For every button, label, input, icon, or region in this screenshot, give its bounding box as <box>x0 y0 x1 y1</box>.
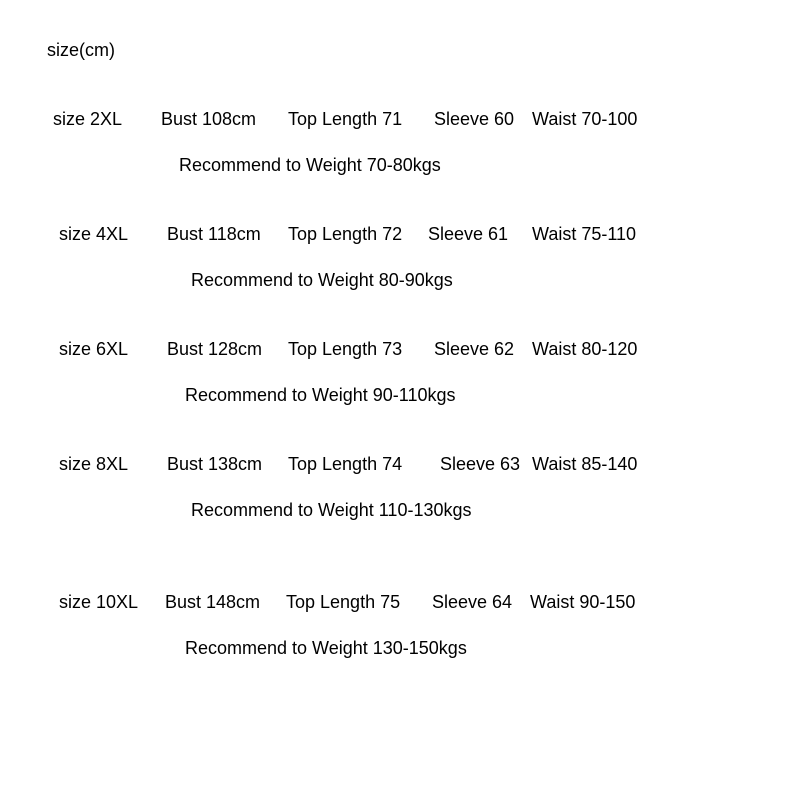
row-4xl-sleeve: Sleeve 61 <box>428 224 509 244</box>
row-10xl-recommend: Recommend to Weight 130-150kgs <box>185 638 467 658</box>
row-10xl-top-length: Top Length 75 <box>286 592 401 612</box>
row-2xl-waist: Waist 70-100 <box>532 109 638 129</box>
row-4xl-recommend: Recommend to Weight 80-90kgs <box>191 270 453 290</box>
row-4xl-size: size 4XL <box>59 224 129 244</box>
row-8xl-bust: Bust 138cm <box>167 454 263 474</box>
row-2xl-sleeve: Sleeve 60 <box>434 109 515 129</box>
row-2xl-bust: Bust 108cm <box>161 109 257 129</box>
row-6xl-recommend: Recommend to Weight 90-110kgs <box>185 385 456 405</box>
row-6xl-size: size 6XL <box>59 339 129 359</box>
row-4xl-bust: Bust 118cm <box>167 224 261 244</box>
row-10xl-waist: Waist 90-150 <box>530 592 636 612</box>
row-2xl-size: size 2XL <box>53 109 123 129</box>
row-8xl-top-length: Top Length 74 <box>288 454 403 474</box>
row-6xl-waist: Waist 80-120 <box>532 339 638 359</box>
row-4xl-waist: Waist 75-110 <box>532 224 637 244</box>
row-8xl-sleeve: Sleeve 63 <box>440 454 521 474</box>
row-8xl-size: size 8XL <box>59 454 129 474</box>
row-6xl-bust: Bust 128cm <box>167 339 263 359</box>
size-chart-heading: size(cm) <box>47 40 115 60</box>
row-6xl-sleeve: Sleeve 62 <box>434 339 515 359</box>
row-4xl-top-length: Top Length 72 <box>288 224 403 244</box>
row-6xl-top-length: Top Length 73 <box>288 339 403 359</box>
row-10xl-size: size 10XL <box>59 592 139 612</box>
row-2xl-recommend: Recommend to Weight 70-80kgs <box>179 155 441 175</box>
row-2xl-top-length: Top Length 71 <box>288 109 403 129</box>
row-10xl-bust: Bust 148cm <box>165 592 261 612</box>
row-8xl-waist: Waist 85-140 <box>532 454 638 474</box>
row-10xl-sleeve: Sleeve 64 <box>432 592 513 612</box>
row-8xl-recommend: Recommend to Weight 110-130kgs <box>191 500 472 520</box>
